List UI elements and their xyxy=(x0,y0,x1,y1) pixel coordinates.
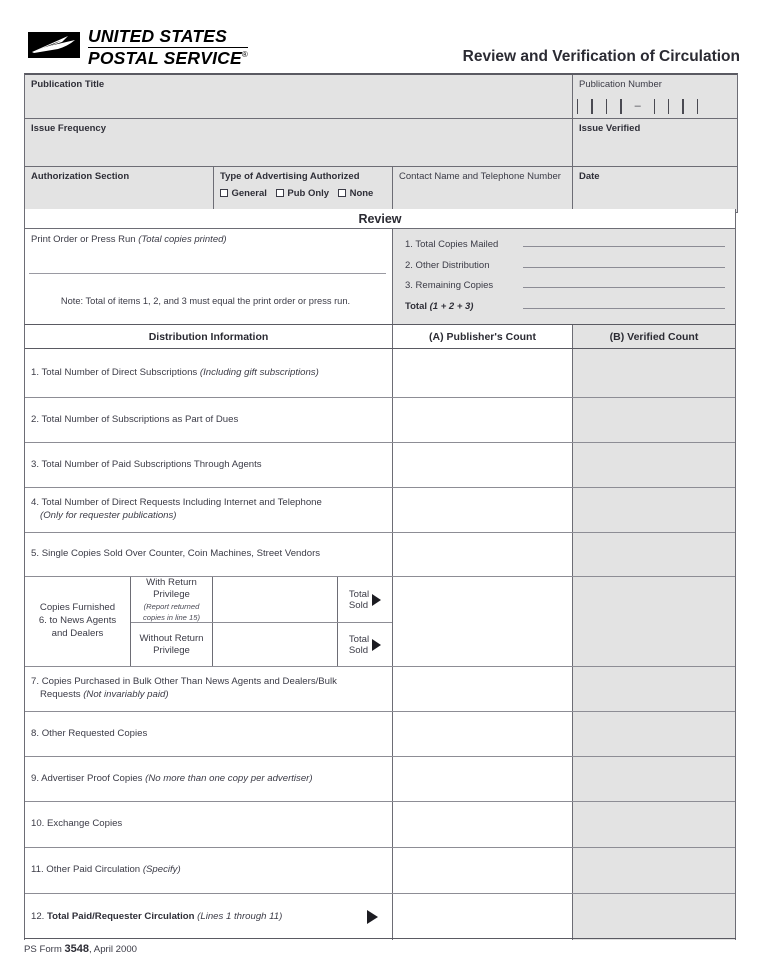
total-input-line-3[interactable] xyxy=(523,278,725,288)
row-text: 7. Copies Purchased in Bulk Other Than News Agents and Dealers/Bulk Requests (Not invariably paid) xyxy=(31,676,337,700)
row-authorization xyxy=(25,167,737,213)
privilege-note-line1: (Report returned xyxy=(143,602,200,611)
row-6-title xyxy=(25,577,131,666)
cell-publishers-count-3[interactable] xyxy=(393,443,573,487)
cell-verified-count-1[interactable] xyxy=(573,349,735,397)
row-publication xyxy=(25,75,737,119)
row-label-7 xyxy=(25,667,393,711)
field-print-order-press-run[interactable] xyxy=(25,229,393,324)
masthead xyxy=(28,26,740,72)
review-section-title: Review xyxy=(358,211,402,226)
total-input-line-sum[interactable] xyxy=(523,299,725,309)
cell-publishers-count-1[interactable] xyxy=(393,349,573,397)
row-label-1 xyxy=(25,349,393,397)
cell-publishers-count-11[interactable] xyxy=(393,848,573,893)
total-line[interactable] xyxy=(405,237,725,250)
cell-verified-count-8[interactable] xyxy=(573,712,735,756)
row-6a-entry-cell[interactable] xyxy=(213,577,338,622)
row-6-title-text: Copies Furnished 6. to News Agents and Dealers xyxy=(38,602,117,639)
row-6-without-return-privilege xyxy=(131,623,392,666)
pubnum-tick xyxy=(654,99,655,114)
pubnum-separator: – xyxy=(634,100,641,112)
pubnum-tick xyxy=(620,99,621,114)
privilege-line2: Privilege xyxy=(153,644,190,656)
checkbox-none[interactable] xyxy=(338,188,373,199)
advertising-checkbox-group[interactable] xyxy=(220,188,386,199)
privilege-line2: Privilege xyxy=(153,588,190,600)
column-header-publishers-count xyxy=(393,325,573,348)
cell-publishers-count-8[interactable] xyxy=(393,712,573,756)
table-row xyxy=(25,488,735,533)
field-publication-title[interactable] xyxy=(25,75,573,119)
row-label-8 xyxy=(25,712,393,756)
row-text: 5. Single Copies Sold Over Counter, Coin Machines, Street Vendors xyxy=(31,548,321,560)
cell-verified-count-5[interactable] xyxy=(573,533,735,576)
usps-line-postal-service: POSTAL SERVICE® xyxy=(88,48,248,68)
row-label-2 xyxy=(25,398,393,442)
registered-mark-icon: ® xyxy=(241,50,248,60)
usps-logo xyxy=(28,28,248,69)
cell-publishers-count-4[interactable] xyxy=(393,488,573,532)
cell-publishers-count-2[interactable] xyxy=(393,398,573,442)
print-order-note: Note: Total of items 1, 2, and 3 must equal the print order or press run. xyxy=(60,296,351,306)
row-6b-privilege-label xyxy=(131,623,213,666)
print-order-block xyxy=(24,229,736,325)
label-publication-title: Publication Title xyxy=(31,79,105,90)
total-line[interactable] xyxy=(405,258,725,271)
label-publication-number: Publication Number xyxy=(579,79,662,90)
pubnum-tick xyxy=(682,99,683,114)
privilege-line1: Without Return xyxy=(139,633,204,645)
row-text: 12. Total Paid/Requester Circulation (Lines 1 through 11) xyxy=(31,910,283,922)
header-text: (B) Verified Count xyxy=(609,330,699,343)
checkbox-icon[interactable] xyxy=(220,189,228,197)
row-text: 2. Total Number of Subscriptions as Part of Dues xyxy=(31,413,239,425)
checkbox-label-none: None xyxy=(349,187,374,199)
print-order-write-line xyxy=(29,273,386,274)
total-label-2: 2. Other Distribution xyxy=(405,259,490,271)
row-text: 4. Total Number of Direct Requests Including Internet and Telephone (Only for requester publications) xyxy=(31,497,322,521)
pubnum-tick xyxy=(606,99,607,114)
field-date[interactable] xyxy=(573,167,737,213)
field-authorization-section[interactable] xyxy=(25,167,214,213)
total-sold-text: Total Sold xyxy=(348,633,370,656)
total-label-sum: Total (1 + 2 + 3) xyxy=(405,300,474,312)
privilege-note-line2: copies in line 15) xyxy=(143,613,200,623)
right-arrow-icon xyxy=(372,594,381,606)
field-issue-verified[interactable] xyxy=(573,119,737,167)
row-label-10 xyxy=(25,802,393,847)
checkbox-icon[interactable] xyxy=(276,189,284,197)
distribution-table xyxy=(24,325,736,940)
row-text: 10. Exchange Copies xyxy=(31,818,123,830)
cell-publishers-count-6[interactable] xyxy=(393,577,573,666)
row-issue xyxy=(25,119,737,167)
label-print-order-press-run: Print Order or Press Run (Total copies printed) xyxy=(31,234,227,245)
usps-line-united-states: UNITED STATES xyxy=(88,28,248,48)
row-6b-entry-cell[interactable] xyxy=(213,623,338,666)
row-text: 3. Total Number of Paid Subscriptions Through Agents xyxy=(31,458,262,470)
cell-publishers-count-9[interactable] xyxy=(393,757,573,801)
checkbox-pub-only[interactable] xyxy=(276,188,329,199)
right-arrow-icon xyxy=(372,639,381,651)
label-contact-name-telephone: Contact Name and Telephone Number xyxy=(399,171,561,182)
form-footer xyxy=(24,938,736,955)
total-label-3: 3. Remaining Copies xyxy=(405,280,494,291)
field-issue-frequency[interactable] xyxy=(25,119,573,167)
pubnum-tick xyxy=(697,99,698,114)
review-totals-panel xyxy=(393,229,735,324)
cell-publishers-count-12[interactable] xyxy=(393,894,573,940)
publication-number-boxes[interactable] xyxy=(577,97,711,114)
field-publication-number[interactable] xyxy=(573,75,737,119)
cell-verified-count-6[interactable] xyxy=(573,577,735,666)
table-row xyxy=(25,398,735,443)
usps-wordmark xyxy=(88,28,248,69)
row-label-6 xyxy=(25,577,393,666)
field-type-of-advertising[interactable] xyxy=(214,167,393,213)
cell-verified-count-3[interactable] xyxy=(573,443,735,487)
table-row xyxy=(25,848,735,894)
row-text: 1. Total Number of Direct Subscriptions (Including gift subscriptions) xyxy=(31,366,319,378)
pubnum-tick xyxy=(668,99,669,114)
total-input-line-2[interactable] xyxy=(523,258,725,268)
table-header-row xyxy=(25,325,735,349)
label-type-of-advertising: Type of Advertising Authorized xyxy=(220,171,360,182)
row-label-12 xyxy=(25,894,393,940)
cell-publishers-count-5[interactable] xyxy=(393,533,573,576)
table-row xyxy=(25,802,735,848)
total-line[interactable] xyxy=(405,278,725,291)
usps-eagle-icon xyxy=(28,32,80,58)
total-label-1: 1. Total Copies Mailed xyxy=(405,239,499,250)
checkbox-label-pub-only: Pub Only xyxy=(287,187,330,199)
row-text: 8. Other Requested Copies xyxy=(31,727,148,739)
row-6b-total-sold xyxy=(338,623,392,666)
cell-publishers-count-7[interactable] xyxy=(393,667,573,711)
column-header-verified-count xyxy=(573,325,735,348)
row-6a-privilege-label xyxy=(131,577,213,622)
checkbox-icon[interactable] xyxy=(338,189,346,197)
table-row xyxy=(25,533,735,577)
pubnum-tick xyxy=(577,99,578,114)
label-issue-frequency: Issue Frequency xyxy=(31,123,106,134)
row-6a-total-sold xyxy=(338,577,392,622)
row-text: 9. Advertiser Proof Copies (No more than one copy per advertiser) xyxy=(31,772,313,784)
table-row-6-news-agents xyxy=(25,577,735,667)
row-label-3 xyxy=(25,443,393,487)
footer-text: PS Form 3548, April 2000 xyxy=(24,943,138,955)
total-sold-text: Total Sold xyxy=(348,588,370,611)
pubnum-tick xyxy=(591,99,592,114)
header-text: (A) Publisher's Count xyxy=(429,330,536,343)
table-row xyxy=(25,667,735,712)
row-label-11 xyxy=(25,848,393,893)
field-contact-name-telephone[interactable] xyxy=(393,167,573,213)
table-row xyxy=(25,757,735,802)
row-label-5 xyxy=(25,533,393,576)
row-text: 11. Other Paid Circulation (Specify) xyxy=(31,864,181,876)
row-label-9 xyxy=(25,757,393,801)
cell-verified-count-9[interactable] xyxy=(573,757,735,801)
cell-verified-count-12[interactable] xyxy=(573,894,735,940)
cell-verified-count-11[interactable] xyxy=(573,848,735,893)
table-row xyxy=(25,349,735,398)
cell-verified-count-10[interactable] xyxy=(573,802,735,847)
cell-verified-count-7[interactable] xyxy=(573,667,735,711)
row-6-with-return-privilege xyxy=(131,577,392,623)
total-input-line-1[interactable] xyxy=(523,237,725,247)
cell-verified-count-4[interactable] xyxy=(573,488,735,532)
header-fields-table xyxy=(24,73,738,213)
label-date: Date xyxy=(579,171,600,182)
row-label-4 xyxy=(25,488,393,532)
page-title: Review and Verification of Circulation xyxy=(462,48,740,65)
header-text: Distribution Information xyxy=(148,330,269,343)
label-authorization-section: Authorization Section xyxy=(31,171,130,182)
checkbox-general[interactable] xyxy=(220,188,267,199)
row-6-subrows xyxy=(131,577,392,666)
privilege-line1: With Return xyxy=(146,577,197,588)
label-issue-verified: Issue Verified xyxy=(579,123,641,134)
total-line[interactable] xyxy=(405,299,725,312)
column-header-distribution-info xyxy=(25,325,393,348)
review-section-header xyxy=(24,209,736,229)
cell-verified-count-2[interactable] xyxy=(573,398,735,442)
table-row xyxy=(25,443,735,488)
table-row-total xyxy=(25,894,735,940)
cell-publishers-count-10[interactable] xyxy=(393,802,573,847)
table-row xyxy=(25,712,735,757)
right-arrow-icon xyxy=(367,910,378,924)
checkbox-label-general: General xyxy=(231,187,267,199)
